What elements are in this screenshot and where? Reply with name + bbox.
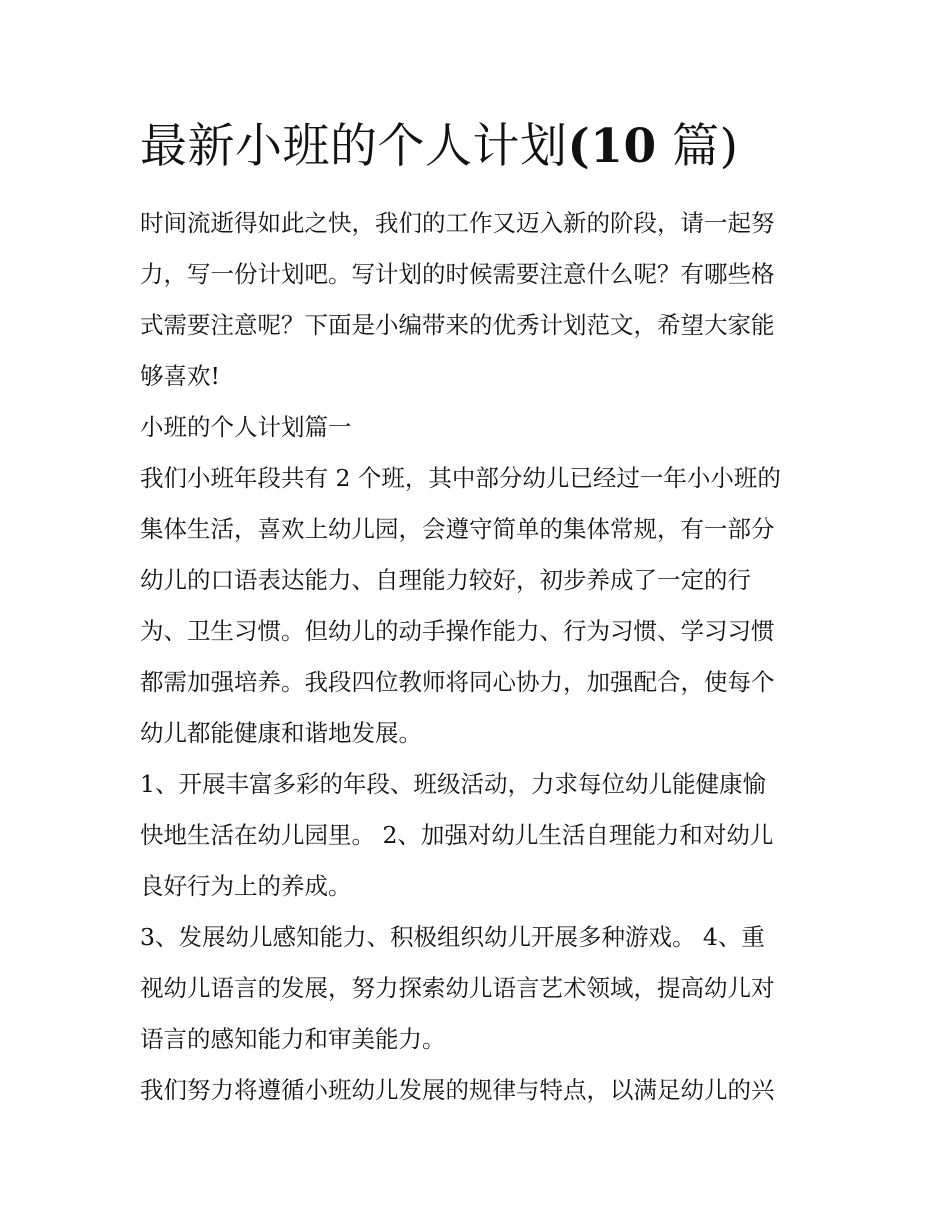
text-line: 1、开展丰富多彩的年段、班级活动，力求每位幼儿能健康愉 (140, 770, 766, 798)
text-line: 我们小班年段共有 2 个班，其中部分幼儿已经过一年小小班的 (140, 464, 781, 492)
title-prefix: 最新小班的个人计划 (140, 119, 568, 174)
text-line: 视幼儿语言的发展，努力探索幼儿语言艺术领域，提高幼儿对 (140, 974, 775, 1002)
text-line: 时间流逝得如此之快，我们的工作又迈入新的阶段，请一起努 (140, 209, 775, 237)
text-line: 快地生活在幼儿园里。 2、加强对幼儿生活自理能力和对幼儿 (140, 821, 774, 849)
body-paragraph (140, 1065, 820, 1116)
document-title (140, 114, 820, 180)
text-line: 集体生活，喜欢上幼儿园，会遵守简单的集体常规，有一部分 (140, 515, 775, 543)
document-body (140, 198, 820, 1116)
text-line: 3、发展幼儿感知能力、积极组织幼儿开展多种游戏。 4、重 (140, 923, 765, 951)
text-line: 幼儿的口语表达能力、自理能力较好，初步养成了一定的行 (140, 566, 751, 594)
list-paragraph (140, 912, 820, 1065)
body-paragraph (140, 453, 820, 759)
text-line: 力，写一份计划吧。写计划的时候需要注意什么呢？有哪些格 (140, 260, 775, 288)
intro-paragraph (140, 198, 820, 402)
text-line: 我们努力将遵循小班幼儿发展的规律与特点，以满足幼儿的兴 (140, 1076, 775, 1104)
list-paragraph (140, 759, 820, 912)
title-number: (10 (567, 119, 657, 174)
text-line: 都需加强培养。我段四位教师将同心协力，加强配合，使每个 (140, 668, 775, 696)
title-suffix: 篇) (656, 119, 739, 174)
text-line: 语言的感知能力和审美能力。 (140, 1025, 446, 1053)
text-line: 够喜欢! (140, 362, 220, 390)
text-line: 幼儿都能健康和谐地发展。 (140, 719, 422, 747)
text-line: 式需要注意呢？下面是小编带来的优秀计划范文，希望大家能 (140, 311, 775, 339)
section-heading (140, 402, 820, 453)
text-line: 为、卫生习惯。但幼儿的动手操作能力、行为习惯、学习习惯 (140, 617, 775, 645)
text-line: 良好行为上的养成。 (140, 872, 352, 900)
text-line: 小班的个人计划篇一 (140, 413, 352, 441)
